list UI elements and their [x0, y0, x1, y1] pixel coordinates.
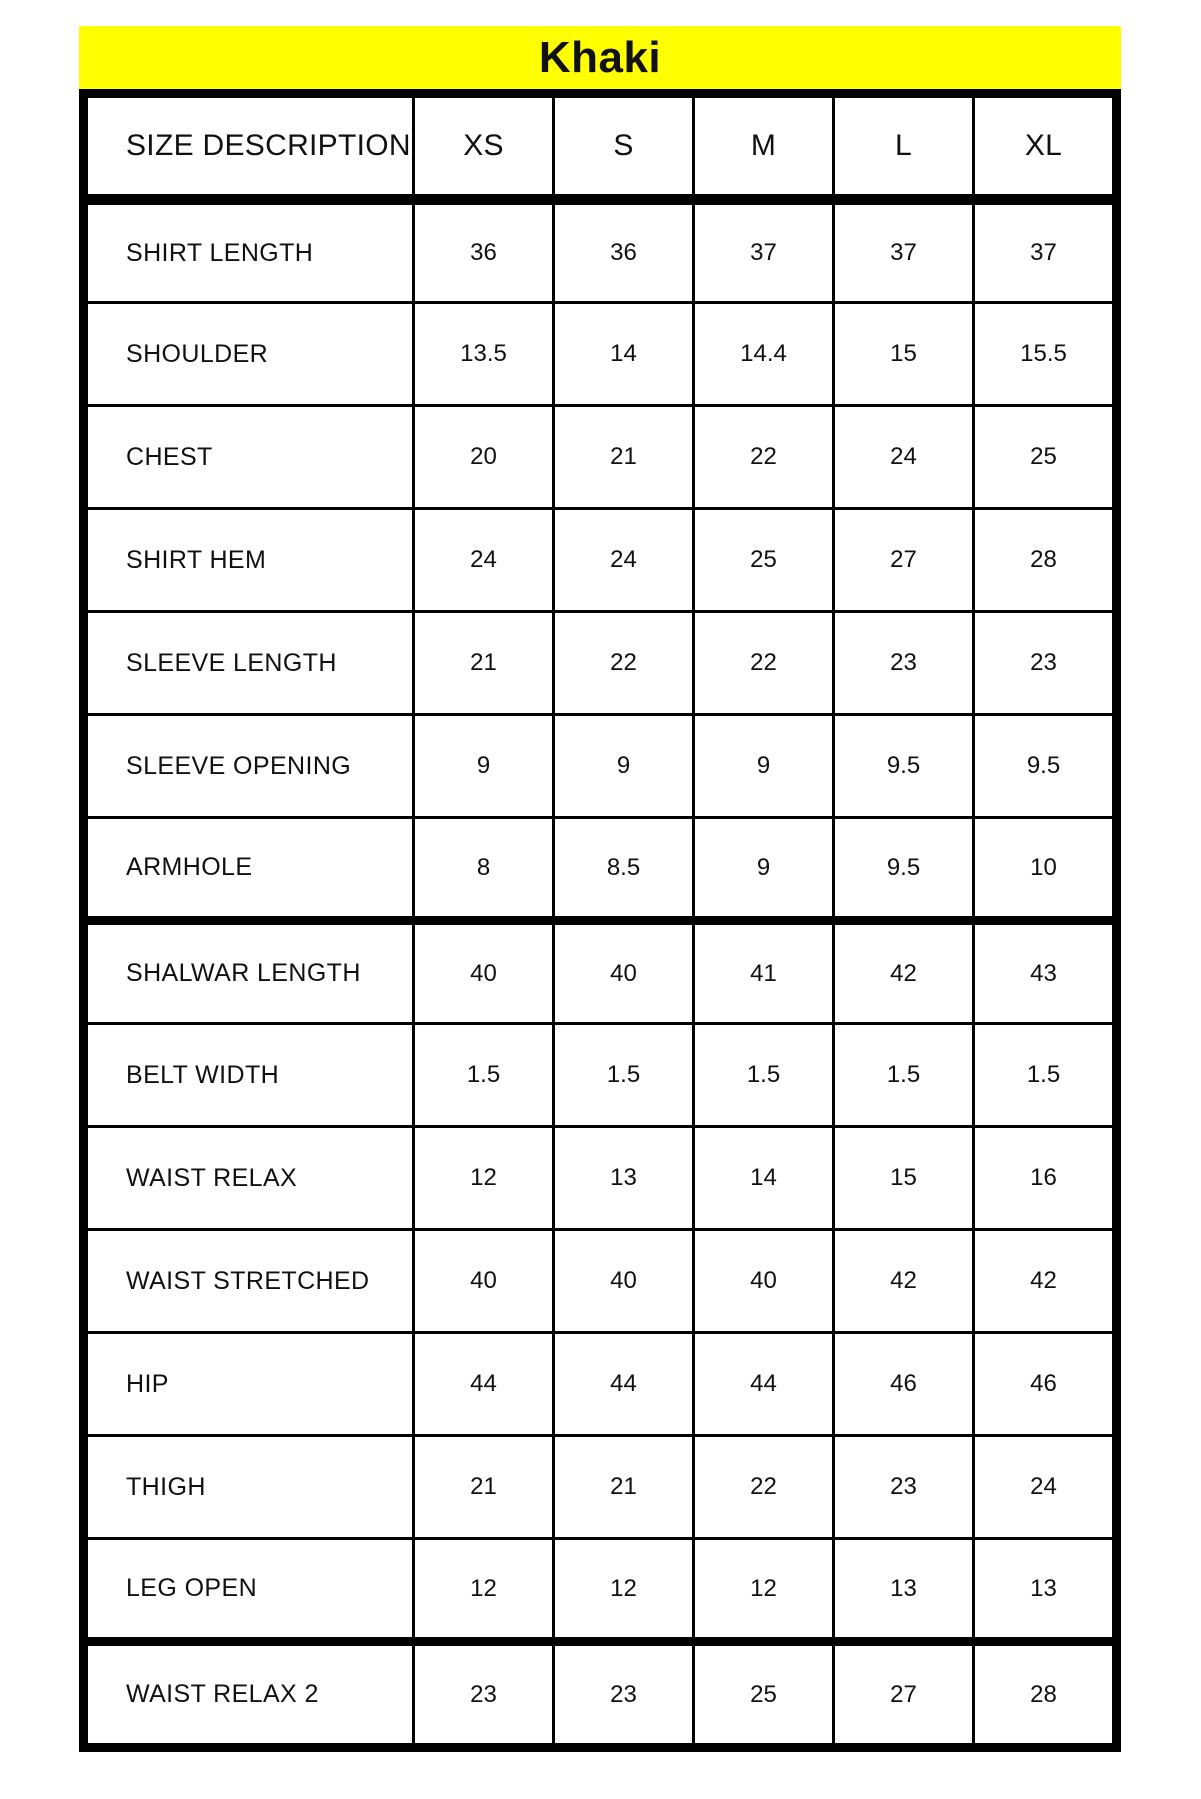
measurement-cell: 16 — [974, 1127, 1114, 1230]
measurement-cell: 13 — [554, 1127, 694, 1230]
measurement-cell: 1.5 — [554, 1024, 694, 1127]
measurement-cell: 13 — [974, 1539, 1114, 1642]
measurement-cell: 42 — [834, 1230, 974, 1333]
table-row — [87, 406, 1114, 509]
measurement-cell: 24 — [974, 1436, 1114, 1539]
table-row — [87, 612, 1114, 715]
measurement-cell: 12 — [554, 1539, 694, 1642]
row-label: SHIRT HEM — [87, 509, 414, 612]
table-row — [87, 509, 1114, 612]
measurement-cell: 9 — [554, 715, 694, 818]
measurement-cell: 21 — [414, 1436, 554, 1539]
header-row — [87, 97, 1114, 200]
measurement-cell: 21 — [414, 612, 554, 715]
measurement-cell: 14 — [694, 1127, 834, 1230]
measurement-cell: 22 — [694, 1436, 834, 1539]
measurement-cell: 15.5 — [974, 303, 1114, 406]
measurement-cell: 27 — [834, 509, 974, 612]
measurement-cell: 15 — [834, 1127, 974, 1230]
row-label: SHALWAR LENGTH — [87, 921, 414, 1024]
table-body — [87, 200, 1114, 1745]
chart-title: Khaki — [79, 26, 1121, 89]
measurement-cell: 8 — [414, 818, 554, 921]
measurement-cell: 40 — [554, 921, 694, 1024]
measurement-cell: 41 — [694, 921, 834, 1024]
measurement-cell: 24 — [554, 509, 694, 612]
measurement-cell: 25 — [694, 1642, 834, 1745]
measurement-cell: 37 — [974, 200, 1114, 303]
measurement-cell: 1.5 — [694, 1024, 834, 1127]
measurement-cell: 27 — [834, 1642, 974, 1745]
measurement-cell: 40 — [414, 921, 554, 1024]
measurement-cell: 42 — [974, 1230, 1114, 1333]
measurement-cell: 40 — [694, 1230, 834, 1333]
measurement-cell: 37 — [834, 200, 974, 303]
measurement-cell: 44 — [554, 1333, 694, 1436]
row-label: WAIST RELAX — [87, 1127, 414, 1230]
table-row — [87, 1539, 1114, 1642]
measurement-cell: 12 — [414, 1539, 554, 1642]
measurement-cell: 43 — [974, 921, 1114, 1024]
measurement-cell: 12 — [694, 1539, 834, 1642]
measurement-cell: 22 — [694, 612, 834, 715]
header-size-l: L — [834, 97, 974, 200]
measurement-cell: 13.5 — [414, 303, 554, 406]
measurement-cell: 12 — [414, 1127, 554, 1230]
measurement-cell: 23 — [834, 612, 974, 715]
table-row — [87, 303, 1114, 406]
measurement-cell: 46 — [834, 1333, 974, 1436]
measurement-cell: 1.5 — [974, 1024, 1114, 1127]
measurement-cell: 23 — [414, 1642, 554, 1745]
table-row — [87, 1024, 1114, 1127]
measurement-cell: 1.5 — [834, 1024, 974, 1127]
measurement-cell: 22 — [554, 612, 694, 715]
row-label: ARMHOLE — [87, 818, 414, 921]
row-label: SLEEVE LENGTH — [87, 612, 414, 715]
row-label: WAIST STRETCHED — [87, 1230, 414, 1333]
header-size-xs: XS — [414, 97, 554, 200]
row-label: WAIST RELAX 2 — [87, 1642, 414, 1745]
measurement-cell: 23 — [834, 1436, 974, 1539]
measurement-cell: 14 — [554, 303, 694, 406]
table-row — [87, 1436, 1114, 1539]
header-size-s: S — [554, 97, 694, 200]
measurement-cell: 9 — [694, 715, 834, 818]
measurement-cell: 20 — [414, 406, 554, 509]
measurement-cell: 9.5 — [834, 818, 974, 921]
row-label: CHEST — [87, 406, 414, 509]
measurement-cell: 36 — [414, 200, 554, 303]
measurement-cell: 9.5 — [834, 715, 974, 818]
table-row — [87, 921, 1114, 1024]
size-table — [85, 95, 1115, 1746]
table-row — [87, 1642, 1114, 1745]
size-chart — [79, 26, 1121, 1752]
measurement-cell: 23 — [554, 1642, 694, 1745]
measurement-cell: 28 — [974, 509, 1114, 612]
table-row — [87, 1230, 1114, 1333]
measurement-cell: 9 — [694, 818, 834, 921]
header-size-description: SIZE DESCRIPTION — [87, 97, 414, 200]
row-label: SHOULDER — [87, 303, 414, 406]
row-label: THIGH — [87, 1436, 414, 1539]
measurement-cell: 21 — [554, 1436, 694, 1539]
table-row — [87, 818, 1114, 921]
measurement-cell: 36 — [554, 200, 694, 303]
table-row — [87, 1333, 1114, 1436]
measurement-cell: 44 — [694, 1333, 834, 1436]
measurement-cell: 24 — [414, 509, 554, 612]
measurement-cell: 13 — [834, 1539, 974, 1642]
table-row — [87, 715, 1114, 818]
measurement-cell: 28 — [974, 1642, 1114, 1745]
measurement-cell: 23 — [974, 612, 1114, 715]
measurement-cell: 44 — [414, 1333, 554, 1436]
header-size-m: M — [694, 97, 834, 200]
measurement-cell: 22 — [694, 406, 834, 509]
measurement-cell: 24 — [834, 406, 974, 509]
row-label: BELT WIDTH — [87, 1024, 414, 1127]
row-label: SHIRT LENGTH — [87, 200, 414, 303]
measurement-cell: 37 — [694, 200, 834, 303]
measurement-cell: 25 — [974, 406, 1114, 509]
measurement-cell: 15 — [834, 303, 974, 406]
measurement-cell: 1.5 — [414, 1024, 554, 1127]
row-label: LEG OPEN — [87, 1539, 414, 1642]
row-label: HIP — [87, 1333, 414, 1436]
measurement-cell: 9.5 — [974, 715, 1114, 818]
table-row — [87, 200, 1114, 303]
measurement-cell: 10 — [974, 818, 1114, 921]
measurement-cell: 14.4 — [694, 303, 834, 406]
row-label: SLEEVE OPENING — [87, 715, 414, 818]
measurement-cell: 46 — [974, 1333, 1114, 1436]
measurement-cell: 40 — [554, 1230, 694, 1333]
measurement-cell: 8.5 — [554, 818, 694, 921]
measurement-cell: 42 — [834, 921, 974, 1024]
measurement-cell: 40 — [414, 1230, 554, 1333]
table-row — [87, 1127, 1114, 1230]
measurement-cell: 9 — [414, 715, 554, 818]
measurement-cell: 21 — [554, 406, 694, 509]
header-size-xl: XL — [974, 97, 1114, 200]
measurement-cell: 25 — [694, 509, 834, 612]
size-table-frame — [79, 89, 1121, 1752]
